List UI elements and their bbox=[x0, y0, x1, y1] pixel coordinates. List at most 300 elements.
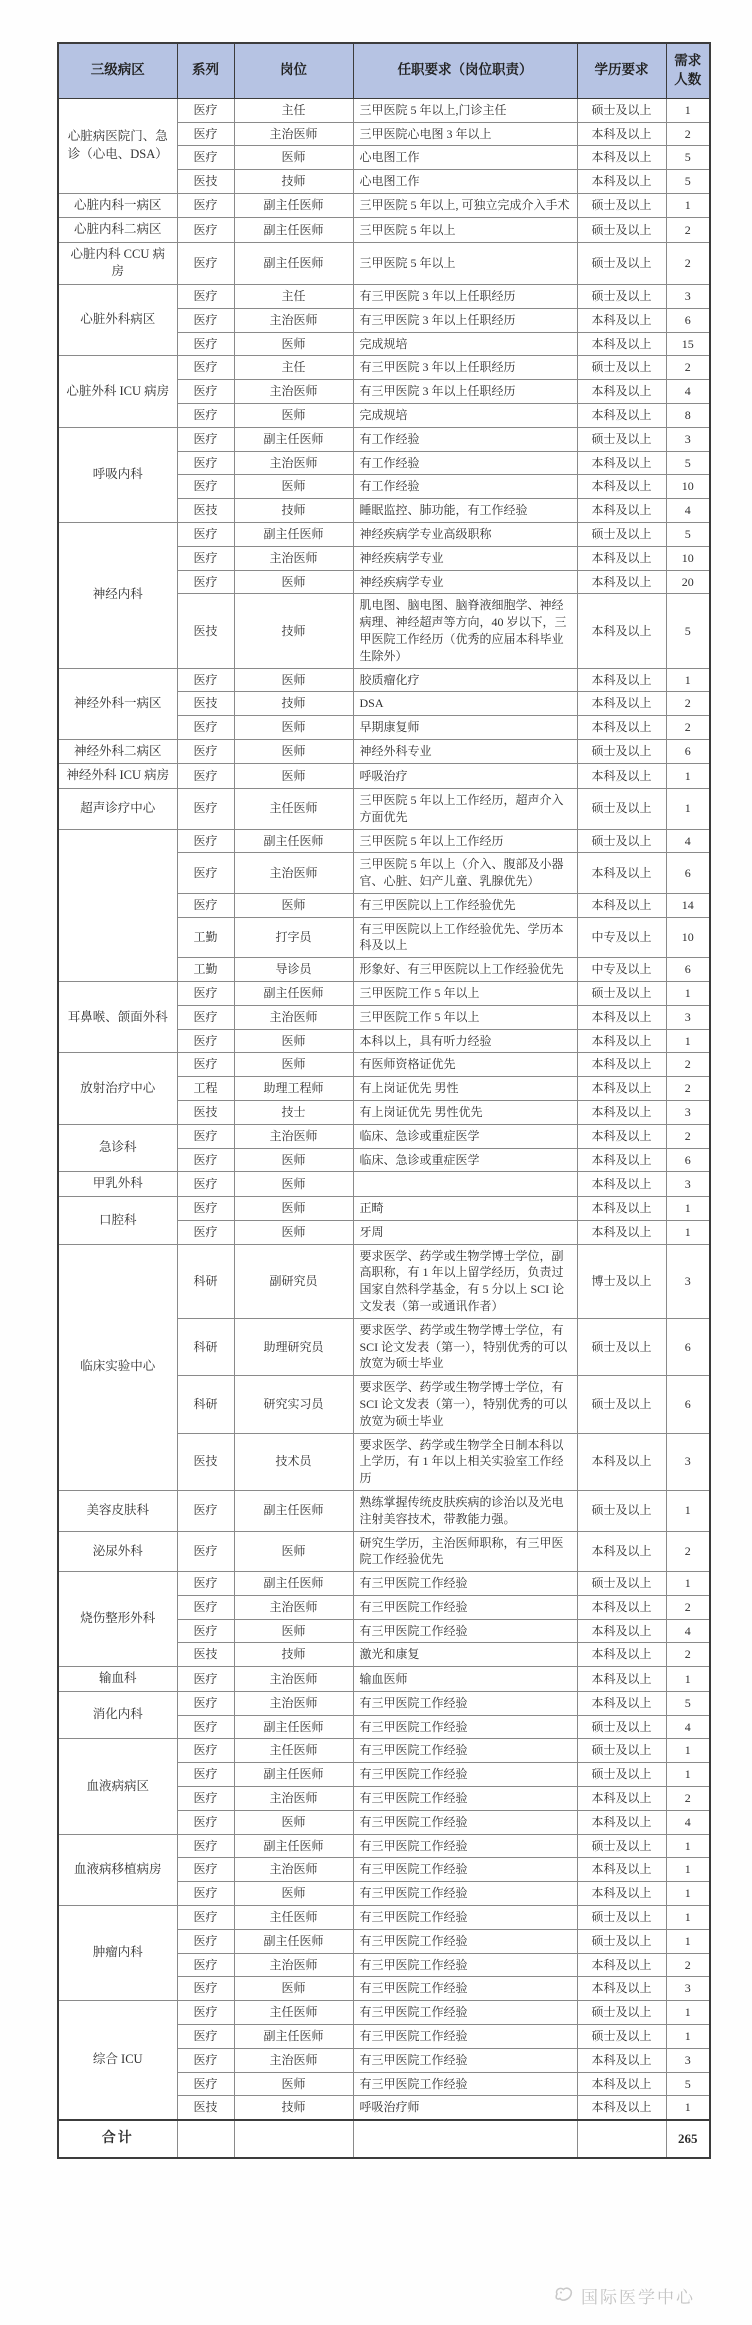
education-cell: 硕士及以上 bbox=[577, 98, 666, 122]
education-cell: 本科及以上 bbox=[577, 1101, 666, 1125]
count-cell: 6 bbox=[666, 1318, 710, 1375]
count-cell: 3 bbox=[666, 2048, 710, 2072]
series-cell: 医疗 bbox=[177, 829, 234, 853]
education-cell: 本科及以上 bbox=[577, 475, 666, 499]
empty-cell bbox=[577, 2120, 666, 2158]
series-cell: 医疗 bbox=[177, 1763, 234, 1787]
education-cell: 本科及以上 bbox=[577, 1691, 666, 1715]
education-cell: 本科及以上 bbox=[577, 1953, 666, 1977]
position-cell: 主任 bbox=[234, 284, 353, 308]
requirement-cell: 呼吸治疗 bbox=[353, 764, 577, 789]
position-cell: 导诊员 bbox=[234, 958, 353, 982]
table-row bbox=[58, 1196, 710, 1220]
requirement-cell: 有三甲医院工作经验 bbox=[353, 1905, 577, 1929]
position-cell: 副主任医师 bbox=[234, 1715, 353, 1739]
requirement-cell: 完成规培 bbox=[353, 403, 577, 427]
position-cell: 医师 bbox=[234, 1053, 353, 1077]
table-row bbox=[58, 242, 710, 284]
count-cell: 2 bbox=[666, 1124, 710, 1148]
requirement-cell: 三甲医院 5 年以上 bbox=[353, 242, 577, 284]
count-cell: 6 bbox=[666, 958, 710, 982]
count-cell: 1 bbox=[666, 1929, 710, 1953]
table-row bbox=[58, 427, 710, 451]
education-cell: 本科及以上 bbox=[577, 1858, 666, 1882]
education-cell: 硕士及以上 bbox=[577, 522, 666, 546]
table-row bbox=[58, 668, 710, 692]
education-cell: 本科及以上 bbox=[577, 146, 666, 170]
count-cell: 3 bbox=[666, 427, 710, 451]
education-cell: 本科及以上 bbox=[577, 332, 666, 356]
requirement-cell: 有三甲医院工作经验 bbox=[353, 2001, 577, 2025]
requirement-cell: 有工作经验 bbox=[353, 451, 577, 475]
requirement-cell: 有三甲医院工作经验 bbox=[353, 1810, 577, 1834]
count-cell: 3 bbox=[666, 284, 710, 308]
requirement-cell: 临床、急诊或重症医学 bbox=[353, 1148, 577, 1172]
position-cell: 医师 bbox=[234, 668, 353, 692]
series-cell: 医疗 bbox=[177, 1196, 234, 1220]
series-cell: 医疗 bbox=[177, 308, 234, 332]
count-cell: 1 bbox=[666, 2096, 710, 2120]
position-cell: 主治医师 bbox=[234, 1124, 353, 1148]
education-cell: 本科及以上 bbox=[577, 764, 666, 789]
ward-cell: 神经外科二病区 bbox=[58, 739, 177, 764]
series-cell: 医疗 bbox=[177, 2001, 234, 2025]
requirement-cell: 早期康复师 bbox=[353, 716, 577, 740]
requirement-cell: 三甲医院 5 年以上,门诊主任 bbox=[353, 98, 577, 122]
requirement-cell: 有三甲医院以上工作经验优先 bbox=[353, 893, 577, 917]
position-cell: 副主任医师 bbox=[234, 1490, 353, 1531]
education-cell: 本科及以上 bbox=[577, 2048, 666, 2072]
education-cell: 本科及以上 bbox=[577, 594, 666, 668]
table-row bbox=[58, 1053, 710, 1077]
series-cell: 医疗 bbox=[177, 284, 234, 308]
position-cell: 医师 bbox=[234, 475, 353, 499]
series-cell: 医疗 bbox=[177, 146, 234, 170]
requirement-cell: 有三甲医院工作经验 bbox=[353, 2048, 577, 2072]
series-cell: 科研 bbox=[177, 1318, 234, 1375]
count-cell: 5 bbox=[666, 594, 710, 668]
requirement-cell: 有医师资格证优先 bbox=[353, 1053, 577, 1077]
position-cell: 主治医师 bbox=[234, 380, 353, 404]
series-cell: 医疗 bbox=[177, 1148, 234, 1172]
empty-cell bbox=[353, 2120, 577, 2158]
count-cell: 4 bbox=[666, 829, 710, 853]
count-cell: 10 bbox=[666, 475, 710, 499]
table-row bbox=[58, 1490, 710, 1531]
count-cell: 2 bbox=[666, 1953, 710, 1977]
position-cell: 医师 bbox=[234, 1619, 353, 1643]
requirement-cell: 要求医学、药学或生物学博士学位，副高职称，有 1 年以上留学经历，负责过国家自然科学基金，有 5 分以上 SCI 论文发表（第一或通讯作者） bbox=[353, 1244, 577, 1318]
series-cell: 医疗 bbox=[177, 1858, 234, 1882]
education-cell: 中专及以上 bbox=[577, 917, 666, 958]
position-cell: 副主任医师 bbox=[234, 193, 353, 218]
count-cell: 1 bbox=[666, 2001, 710, 2025]
count-cell: 1 bbox=[666, 982, 710, 1006]
education-cell: 本科及以上 bbox=[577, 451, 666, 475]
count-cell: 1 bbox=[666, 1882, 710, 1906]
series-cell: 医技 bbox=[177, 1643, 234, 1667]
series-cell: 医疗 bbox=[177, 1595, 234, 1619]
count-cell: 4 bbox=[666, 499, 710, 523]
header-cell-3: 任职要求（岗位职责） bbox=[353, 43, 577, 98]
requirement-cell: 三甲医院心电图 3 年以上 bbox=[353, 122, 577, 146]
series-cell: 医疗 bbox=[177, 1882, 234, 1906]
education-cell: 本科及以上 bbox=[577, 380, 666, 404]
ward-cell: 消化内科 bbox=[58, 1691, 177, 1739]
table-row bbox=[58, 829, 710, 853]
count-cell: 2 bbox=[666, 1595, 710, 1619]
requirement-cell: 本科以上，具有听力经验 bbox=[353, 1029, 577, 1053]
series-cell: 医疗 bbox=[177, 739, 234, 764]
count-cell: 1 bbox=[666, 764, 710, 789]
education-cell: 本科及以上 bbox=[577, 1029, 666, 1053]
series-cell: 医疗 bbox=[177, 1053, 234, 1077]
education-cell: 本科及以上 bbox=[577, 570, 666, 594]
requirement-cell: 有三甲医院工作经验 bbox=[353, 1977, 577, 2001]
requirement-cell: 心电图工作 bbox=[353, 146, 577, 170]
requirement-cell: 神经疾病学专业 bbox=[353, 546, 577, 570]
count-cell: 4 bbox=[666, 1715, 710, 1739]
series-cell: 医疗 bbox=[177, 1977, 234, 2001]
ward-cell: 心脏病医院门、急诊（心电、DSA） bbox=[58, 98, 177, 193]
count-cell: 1 bbox=[666, 788, 710, 829]
requirement-cell: 三甲医院 5 年以上工作经历 bbox=[353, 829, 577, 853]
ward-cell: 超声诊疗中心 bbox=[58, 788, 177, 829]
requirement-cell: 有三甲医院工作经验 bbox=[353, 2072, 577, 2096]
ward-cell: 血液病移植病房 bbox=[58, 1834, 177, 1905]
requirement-cell: 有三甲医院工作经验 bbox=[353, 1786, 577, 1810]
series-cell: 医疗 bbox=[177, 1172, 234, 1197]
series-cell: 医疗 bbox=[177, 427, 234, 451]
ward-cell: 综合 ICU bbox=[58, 2001, 177, 2120]
education-cell: 本科及以上 bbox=[577, 1172, 666, 1197]
position-cell: 主治医师 bbox=[234, 1667, 353, 1692]
ward-cell: 放射治疗中心 bbox=[58, 1053, 177, 1124]
count-cell: 8 bbox=[666, 403, 710, 427]
series-cell: 医疗 bbox=[177, 1691, 234, 1715]
education-cell: 本科及以上 bbox=[577, 1786, 666, 1810]
series-cell: 医疗 bbox=[177, 1005, 234, 1029]
table-row bbox=[58, 284, 710, 308]
requirement-cell: 有三甲医院工作经验 bbox=[353, 1953, 577, 1977]
education-cell: 中专及以上 bbox=[577, 958, 666, 982]
requirement-cell: 神经疾病学专业高级职称 bbox=[353, 522, 577, 546]
count-cell: 3 bbox=[666, 1433, 710, 1490]
series-cell: 医疗 bbox=[177, 1667, 234, 1692]
series-cell: 医疗 bbox=[177, 1905, 234, 1929]
series-cell: 医疗 bbox=[177, 1029, 234, 1053]
requirement-cell: 有三甲医院工作经验 bbox=[353, 1715, 577, 1739]
position-cell: 医师 bbox=[234, 1810, 353, 1834]
education-cell: 本科及以上 bbox=[577, 1882, 666, 1906]
ward-cell: 呼吸内科 bbox=[58, 427, 177, 522]
position-cell: 医师 bbox=[234, 403, 353, 427]
ward-cell: 神经内科 bbox=[58, 522, 177, 668]
count-cell: 2 bbox=[666, 1531, 710, 1572]
education-cell: 硕士及以上 bbox=[577, 1715, 666, 1739]
series-cell: 医疗 bbox=[177, 475, 234, 499]
ward-cell: 口腔科 bbox=[58, 1196, 177, 1244]
education-cell: 本科及以上 bbox=[577, 2072, 666, 2096]
recruitment-table bbox=[57, 42, 711, 2159]
table-row bbox=[58, 1905, 710, 1929]
header-cell-5: 需求人数 bbox=[666, 43, 710, 98]
count-cell: 6 bbox=[666, 853, 710, 894]
education-cell: 硕士及以上 bbox=[577, 1739, 666, 1763]
count-cell: 2 bbox=[666, 356, 710, 380]
series-cell: 医疗 bbox=[177, 1531, 234, 1572]
education-cell: 本科及以上 bbox=[577, 1433, 666, 1490]
series-cell: 医疗 bbox=[177, 853, 234, 894]
requirement-cell: 激光和康复 bbox=[353, 1643, 577, 1667]
position-cell: 医师 bbox=[234, 1220, 353, 1244]
position-cell: 医师 bbox=[234, 146, 353, 170]
series-cell: 医疗 bbox=[177, 2024, 234, 2048]
ward-cell: 神经外科一病区 bbox=[58, 668, 177, 739]
ward-cell: 心脏内科二病区 bbox=[58, 218, 177, 243]
header-cell-1: 系列 bbox=[177, 43, 234, 98]
position-cell: 主任 bbox=[234, 356, 353, 380]
requirement-cell: DSA bbox=[353, 692, 577, 716]
ward-cell: 泌尿外科 bbox=[58, 1531, 177, 1572]
count-cell: 1 bbox=[666, 98, 710, 122]
requirement-cell: 肌电图、脑电图、脑脊液细胞学、神经病理、神经超声等方向，40 岁以下，三甲医院工作经历（优秀的应届本科毕业生除外） bbox=[353, 594, 577, 668]
position-cell: 医师 bbox=[234, 1029, 353, 1053]
count-cell: 14 bbox=[666, 893, 710, 917]
education-cell: 本科及以上 bbox=[577, 1977, 666, 2001]
ward-cell: 肿瘤内科 bbox=[58, 1905, 177, 2000]
table-row bbox=[58, 739, 710, 764]
requirement-cell: 有三甲医院工作经验 bbox=[353, 1882, 577, 1906]
education-cell: 本科及以上 bbox=[577, 692, 666, 716]
education-cell: 本科及以上 bbox=[577, 716, 666, 740]
ward-cell: 血液病病区 bbox=[58, 1739, 177, 1834]
position-cell: 主任 bbox=[234, 98, 353, 122]
education-cell: 本科及以上 bbox=[577, 1124, 666, 1148]
position-cell: 技师 bbox=[234, 170, 353, 194]
series-cell: 医疗 bbox=[177, 764, 234, 789]
requirement-cell: 牙周 bbox=[353, 1220, 577, 1244]
education-cell: 本科及以上 bbox=[577, 403, 666, 427]
series-cell: 工程 bbox=[177, 1077, 234, 1101]
education-cell: 本科及以上 bbox=[577, 308, 666, 332]
requirement-cell: 有三甲医院工作经验 bbox=[353, 1763, 577, 1787]
position-cell: 医师 bbox=[234, 893, 353, 917]
count-cell: 1 bbox=[666, 1905, 710, 1929]
position-cell: 打字员 bbox=[234, 917, 353, 958]
education-cell: 硕士及以上 bbox=[577, 1763, 666, 1787]
requirement-cell: 有三甲医院工作经验 bbox=[353, 1739, 577, 1763]
education-cell: 本科及以上 bbox=[577, 1196, 666, 1220]
requirement-cell: 心电图工作 bbox=[353, 170, 577, 194]
series-cell: 工勤 bbox=[177, 917, 234, 958]
series-cell: 医技 bbox=[177, 1433, 234, 1490]
table-row bbox=[58, 764, 710, 789]
series-cell: 科研 bbox=[177, 1376, 234, 1433]
count-cell: 3 bbox=[666, 1101, 710, 1125]
position-cell: 助理工程师 bbox=[234, 1077, 353, 1101]
education-cell: 硕士及以上 bbox=[577, 788, 666, 829]
requirement-cell: 三甲医院工作 5 年以上 bbox=[353, 1005, 577, 1029]
requirement-cell: 三甲医院工作 5 年以上 bbox=[353, 982, 577, 1006]
position-cell: 主治医师 bbox=[234, 546, 353, 570]
table-row bbox=[58, 2001, 710, 2025]
count-cell: 10 bbox=[666, 546, 710, 570]
position-cell: 医师 bbox=[234, 2072, 353, 2096]
position-cell: 副主任医师 bbox=[234, 522, 353, 546]
series-cell: 医疗 bbox=[177, 522, 234, 546]
requirement-cell: 要求医学、药学或生物学全日制本科以上学历，有 1 年以上相关实验室工作经历 bbox=[353, 1433, 577, 1490]
requirement-cell: 神经外科专业 bbox=[353, 739, 577, 764]
series-cell: 医疗 bbox=[177, 403, 234, 427]
series-cell: 医技 bbox=[177, 499, 234, 523]
education-cell: 硕士及以上 bbox=[577, 1318, 666, 1375]
requirement-cell: 有三甲医院以上工作经验优先、学历本科及以上 bbox=[353, 917, 577, 958]
position-cell: 主治医师 bbox=[234, 308, 353, 332]
position-cell: 主治医师 bbox=[234, 1005, 353, 1029]
education-cell: 本科及以上 bbox=[577, 1148, 666, 1172]
education-cell: 硕士及以上 bbox=[577, 218, 666, 243]
table-row bbox=[58, 522, 710, 546]
education-cell: 博士及以上 bbox=[577, 1244, 666, 1318]
education-cell: 本科及以上 bbox=[577, 499, 666, 523]
count-cell: 1 bbox=[666, 1739, 710, 1763]
education-cell: 硕士及以上 bbox=[577, 193, 666, 218]
education-cell: 硕士及以上 bbox=[577, 2024, 666, 2048]
requirement-cell: 呼吸治疗师 bbox=[353, 2096, 577, 2120]
table-row bbox=[58, 1244, 710, 1318]
series-cell: 医疗 bbox=[177, 1715, 234, 1739]
position-cell: 副主任医师 bbox=[234, 427, 353, 451]
education-cell: 硕士及以上 bbox=[577, 427, 666, 451]
requirement-cell: 要求医学、药学或生物学博士学位，有 SCI 论文发表（第一），特别优秀的可以放宽为硕士毕业 bbox=[353, 1376, 577, 1433]
series-cell: 医疗 bbox=[177, 1810, 234, 1834]
table-row bbox=[58, 356, 710, 380]
position-cell: 技术员 bbox=[234, 1433, 353, 1490]
series-cell: 医疗 bbox=[177, 1953, 234, 1977]
empty-cell bbox=[234, 2120, 353, 2158]
count-cell: 2 bbox=[666, 242, 710, 284]
position-cell: 主治医师 bbox=[234, 2048, 353, 2072]
series-cell: 医疗 bbox=[177, 2072, 234, 2096]
position-cell: 医师 bbox=[234, 1148, 353, 1172]
requirement-cell: 要求医学、药学或生物学博士学位，有 SCI 论文发表（第一），特别优秀的可以放宽为硕士毕业 bbox=[353, 1318, 577, 1375]
ward-cell: 心脏内科一病区 bbox=[58, 193, 177, 218]
position-cell: 副主任医师 bbox=[234, 829, 353, 853]
table-body bbox=[58, 98, 710, 2157]
series-cell: 医疗 bbox=[177, 218, 234, 243]
requirement-cell: 有三甲医院工作经验 bbox=[353, 1929, 577, 1953]
requirement-cell: 三甲医院 5 年以上, 可独立完成介入手术 bbox=[353, 193, 577, 218]
education-cell: 硕士及以上 bbox=[577, 1834, 666, 1858]
count-cell: 2 bbox=[666, 1786, 710, 1810]
requirement-cell: 有三甲医院工作经验 bbox=[353, 1858, 577, 1882]
position-cell: 主任医师 bbox=[234, 1739, 353, 1763]
table-row bbox=[58, 1691, 710, 1715]
count-cell: 10 bbox=[666, 917, 710, 958]
position-cell: 主治医师 bbox=[234, 1858, 353, 1882]
series-cell: 医疗 bbox=[177, 332, 234, 356]
table-row bbox=[58, 218, 710, 243]
count-cell: 6 bbox=[666, 308, 710, 332]
ward-cell: 临床实验中心 bbox=[58, 1244, 177, 1490]
education-cell: 本科及以上 bbox=[577, 1667, 666, 1692]
count-cell: 2 bbox=[666, 122, 710, 146]
education-cell: 硕士及以上 bbox=[577, 2001, 666, 2025]
count-cell: 2 bbox=[666, 218, 710, 243]
position-cell: 主治医师 bbox=[234, 1595, 353, 1619]
position-cell: 技师 bbox=[234, 499, 353, 523]
count-cell: 1 bbox=[666, 1029, 710, 1053]
education-cell: 本科及以上 bbox=[577, 546, 666, 570]
ward-cell: 心脏内科 CCU 病房 bbox=[58, 242, 177, 284]
series-cell: 医疗 bbox=[177, 242, 234, 284]
requirement-cell: 有三甲医院 3 年以上任职经历 bbox=[353, 284, 577, 308]
position-cell: 主治医师 bbox=[234, 1953, 353, 1977]
series-cell: 医疗 bbox=[177, 1490, 234, 1531]
requirement-cell: 熟练掌握传统皮肤疾病的诊治以及光电注射美容技术，带教能力强。 bbox=[353, 1490, 577, 1531]
position-cell: 主任医师 bbox=[234, 788, 353, 829]
requirement-cell: 胶质瘤化疗 bbox=[353, 668, 577, 692]
ward-cell: 美容皮肤科 bbox=[58, 1490, 177, 1531]
series-cell: 医疗 bbox=[177, 668, 234, 692]
position-cell: 副主任医师 bbox=[234, 1929, 353, 1953]
requirement-cell: 有工作经验 bbox=[353, 475, 577, 499]
requirement-cell: 有三甲医院工作经验 bbox=[353, 1572, 577, 1596]
position-cell: 主治医师 bbox=[234, 122, 353, 146]
position-cell: 副主任医师 bbox=[234, 1763, 353, 1787]
table-row bbox=[58, 1667, 710, 1692]
education-cell: 本科及以上 bbox=[577, 170, 666, 194]
table-row bbox=[58, 98, 710, 122]
requirement-cell: 三甲医院 5 年以上工作经历，超声介入方面优先 bbox=[353, 788, 577, 829]
count-cell: 5 bbox=[666, 146, 710, 170]
position-cell: 医师 bbox=[234, 570, 353, 594]
requirement-cell: 有上岗证优先 男性 bbox=[353, 1077, 577, 1101]
table-row bbox=[58, 788, 710, 829]
count-cell: 1 bbox=[666, 1572, 710, 1596]
table-row bbox=[58, 1739, 710, 1763]
requirement-cell bbox=[353, 1172, 577, 1197]
requirement-cell: 睡眠监控、肺功能，有工作经验 bbox=[353, 499, 577, 523]
header-cell-4: 学历要求 bbox=[577, 43, 666, 98]
position-cell: 医师 bbox=[234, 1531, 353, 1572]
position-cell: 主任医师 bbox=[234, 1905, 353, 1929]
requirement-cell: 形象好、有三甲医院以上工作经验优先 bbox=[353, 958, 577, 982]
count-cell: 4 bbox=[666, 380, 710, 404]
count-cell: 20 bbox=[666, 570, 710, 594]
requirement-cell: 临床、急诊或重症医学 bbox=[353, 1124, 577, 1148]
count-cell: 6 bbox=[666, 739, 710, 764]
footer-logo bbox=[552, 2283, 695, 2308]
requirement-cell: 正畸 bbox=[353, 1196, 577, 1220]
count-cell: 5 bbox=[666, 1691, 710, 1715]
position-cell: 副研究员 bbox=[234, 1244, 353, 1318]
series-cell: 医疗 bbox=[177, 356, 234, 380]
series-cell: 医疗 bbox=[177, 1572, 234, 1596]
position-cell: 技师 bbox=[234, 1643, 353, 1667]
position-cell: 副主任医师 bbox=[234, 2024, 353, 2048]
requirement-cell: 三甲医院 5 年以上 bbox=[353, 218, 577, 243]
total-row bbox=[58, 2120, 710, 2158]
table-row bbox=[58, 193, 710, 218]
series-cell: 医疗 bbox=[177, 122, 234, 146]
count-cell: 1 bbox=[666, 2024, 710, 2048]
position-cell: 医师 bbox=[234, 332, 353, 356]
requirement-cell: 神经疾病学专业 bbox=[353, 570, 577, 594]
education-cell: 硕士及以上 bbox=[577, 829, 666, 853]
education-cell: 硕士及以上 bbox=[577, 1376, 666, 1433]
